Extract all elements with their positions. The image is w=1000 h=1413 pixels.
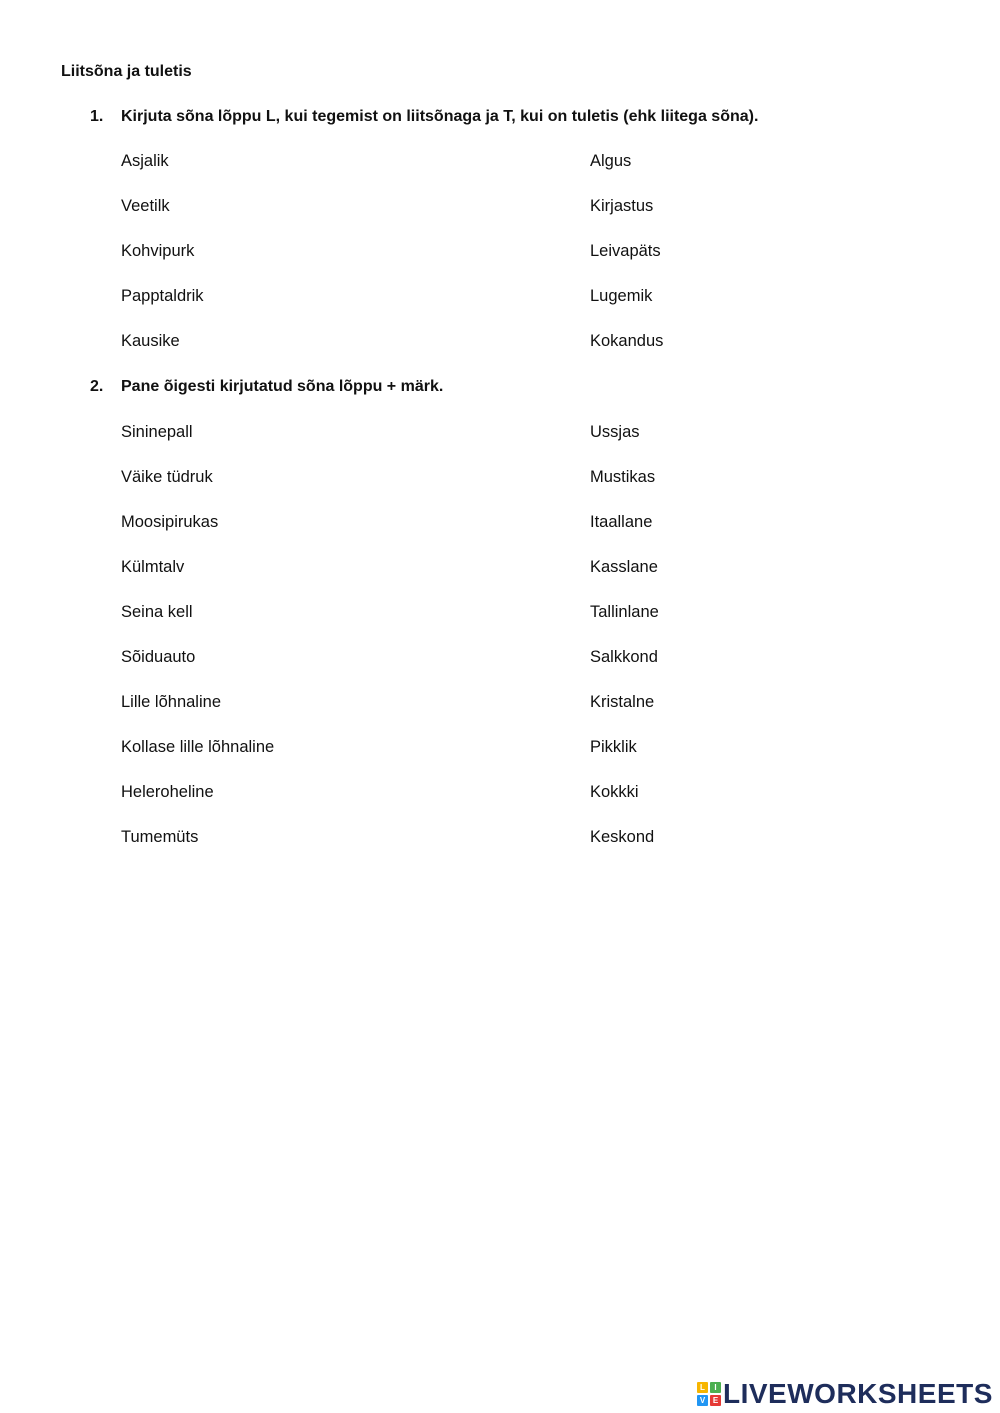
logo-tile: I <box>710 1382 721 1393</box>
word-item: Mustikas <box>590 468 656 486</box>
word-item: Lugemik <box>590 287 653 305</box>
word-item: Lille lõhnaline <box>121 693 221 711</box>
word-item: Pikklik <box>590 738 637 756</box>
word-row <box>121 329 961 353</box>
word-item: Seina kell <box>121 603 193 621</box>
word-row <box>121 194 961 218</box>
word-item: Kausike <box>121 332 180 350</box>
word-item: Moosipirukas <box>121 513 219 531</box>
word-item: Tumemüts <box>121 828 199 846</box>
word-row <box>121 284 961 308</box>
liveworksheets-logo <box>697 1378 993 1410</box>
word-item: Veetilk <box>121 197 170 215</box>
word-item: Asjalik <box>121 152 169 170</box>
page-title: Liitsõna ja tuletis <box>61 63 192 80</box>
word-row <box>121 690 961 714</box>
liveworksheets-logo-text: LIVEWORKSHEETS <box>723 1378 993 1409</box>
question-1 <box>90 106 970 128</box>
logo-tile: V <box>697 1395 708 1406</box>
word-item: Kokkki <box>590 783 639 801</box>
logo-tile: E <box>710 1395 721 1406</box>
word-item: Külmtalv <box>121 558 185 576</box>
word-row <box>121 149 961 173</box>
word-item: Salkkond <box>590 648 658 666</box>
word-item: Kollase lille lõhnaline <box>121 738 275 756</box>
word-item: Kokandus <box>590 332 664 350</box>
word-row <box>121 735 961 759</box>
word-item: Kohvipurk <box>121 242 195 260</box>
word-row <box>121 465 961 489</box>
word-row <box>121 645 961 669</box>
word-item: Itaallane <box>590 513 653 531</box>
question-2-number: 2. <box>90 378 104 395</box>
word-item: Papptaldrik <box>121 287 204 305</box>
question-1-number: 1. <box>90 108 104 125</box>
liveworksheets-logo-icon <box>697 1382 721 1406</box>
question-1-instruction: Kirjuta sõna lõppu L, kui tegemist on liitsõnaga ja T, kui on tuletis (ehk liitega sõna). <box>121 108 759 125</box>
word-row <box>121 239 961 263</box>
word-row <box>121 420 961 444</box>
word-row <box>121 825 961 849</box>
word-item: Sininepall <box>121 423 193 441</box>
word-item: Sõiduauto <box>121 648 196 666</box>
word-row <box>121 600 961 624</box>
word-item: Keskond <box>590 828 655 846</box>
word-item: Leivapäts <box>590 242 661 260</box>
word-item: Tallinlane <box>590 603 659 621</box>
word-row <box>121 780 961 804</box>
word-item: Kirjastus <box>590 197 654 215</box>
logo-tile: L <box>697 1382 708 1393</box>
word-item: Väike tüdruk <box>121 468 213 486</box>
word-row <box>121 555 961 579</box>
word-item: Ussjas <box>590 423 640 441</box>
word-item: Algus <box>590 152 632 170</box>
question-2-instruction: Pane õigesti kirjutatud sõna lõppu + märk. <box>121 378 444 395</box>
question-2 <box>90 376 970 398</box>
word-item: Kasslane <box>590 558 658 576</box>
word-item: Heleroheline <box>121 783 214 801</box>
word-item: Kristalne <box>590 693 655 711</box>
word-row <box>121 510 961 534</box>
